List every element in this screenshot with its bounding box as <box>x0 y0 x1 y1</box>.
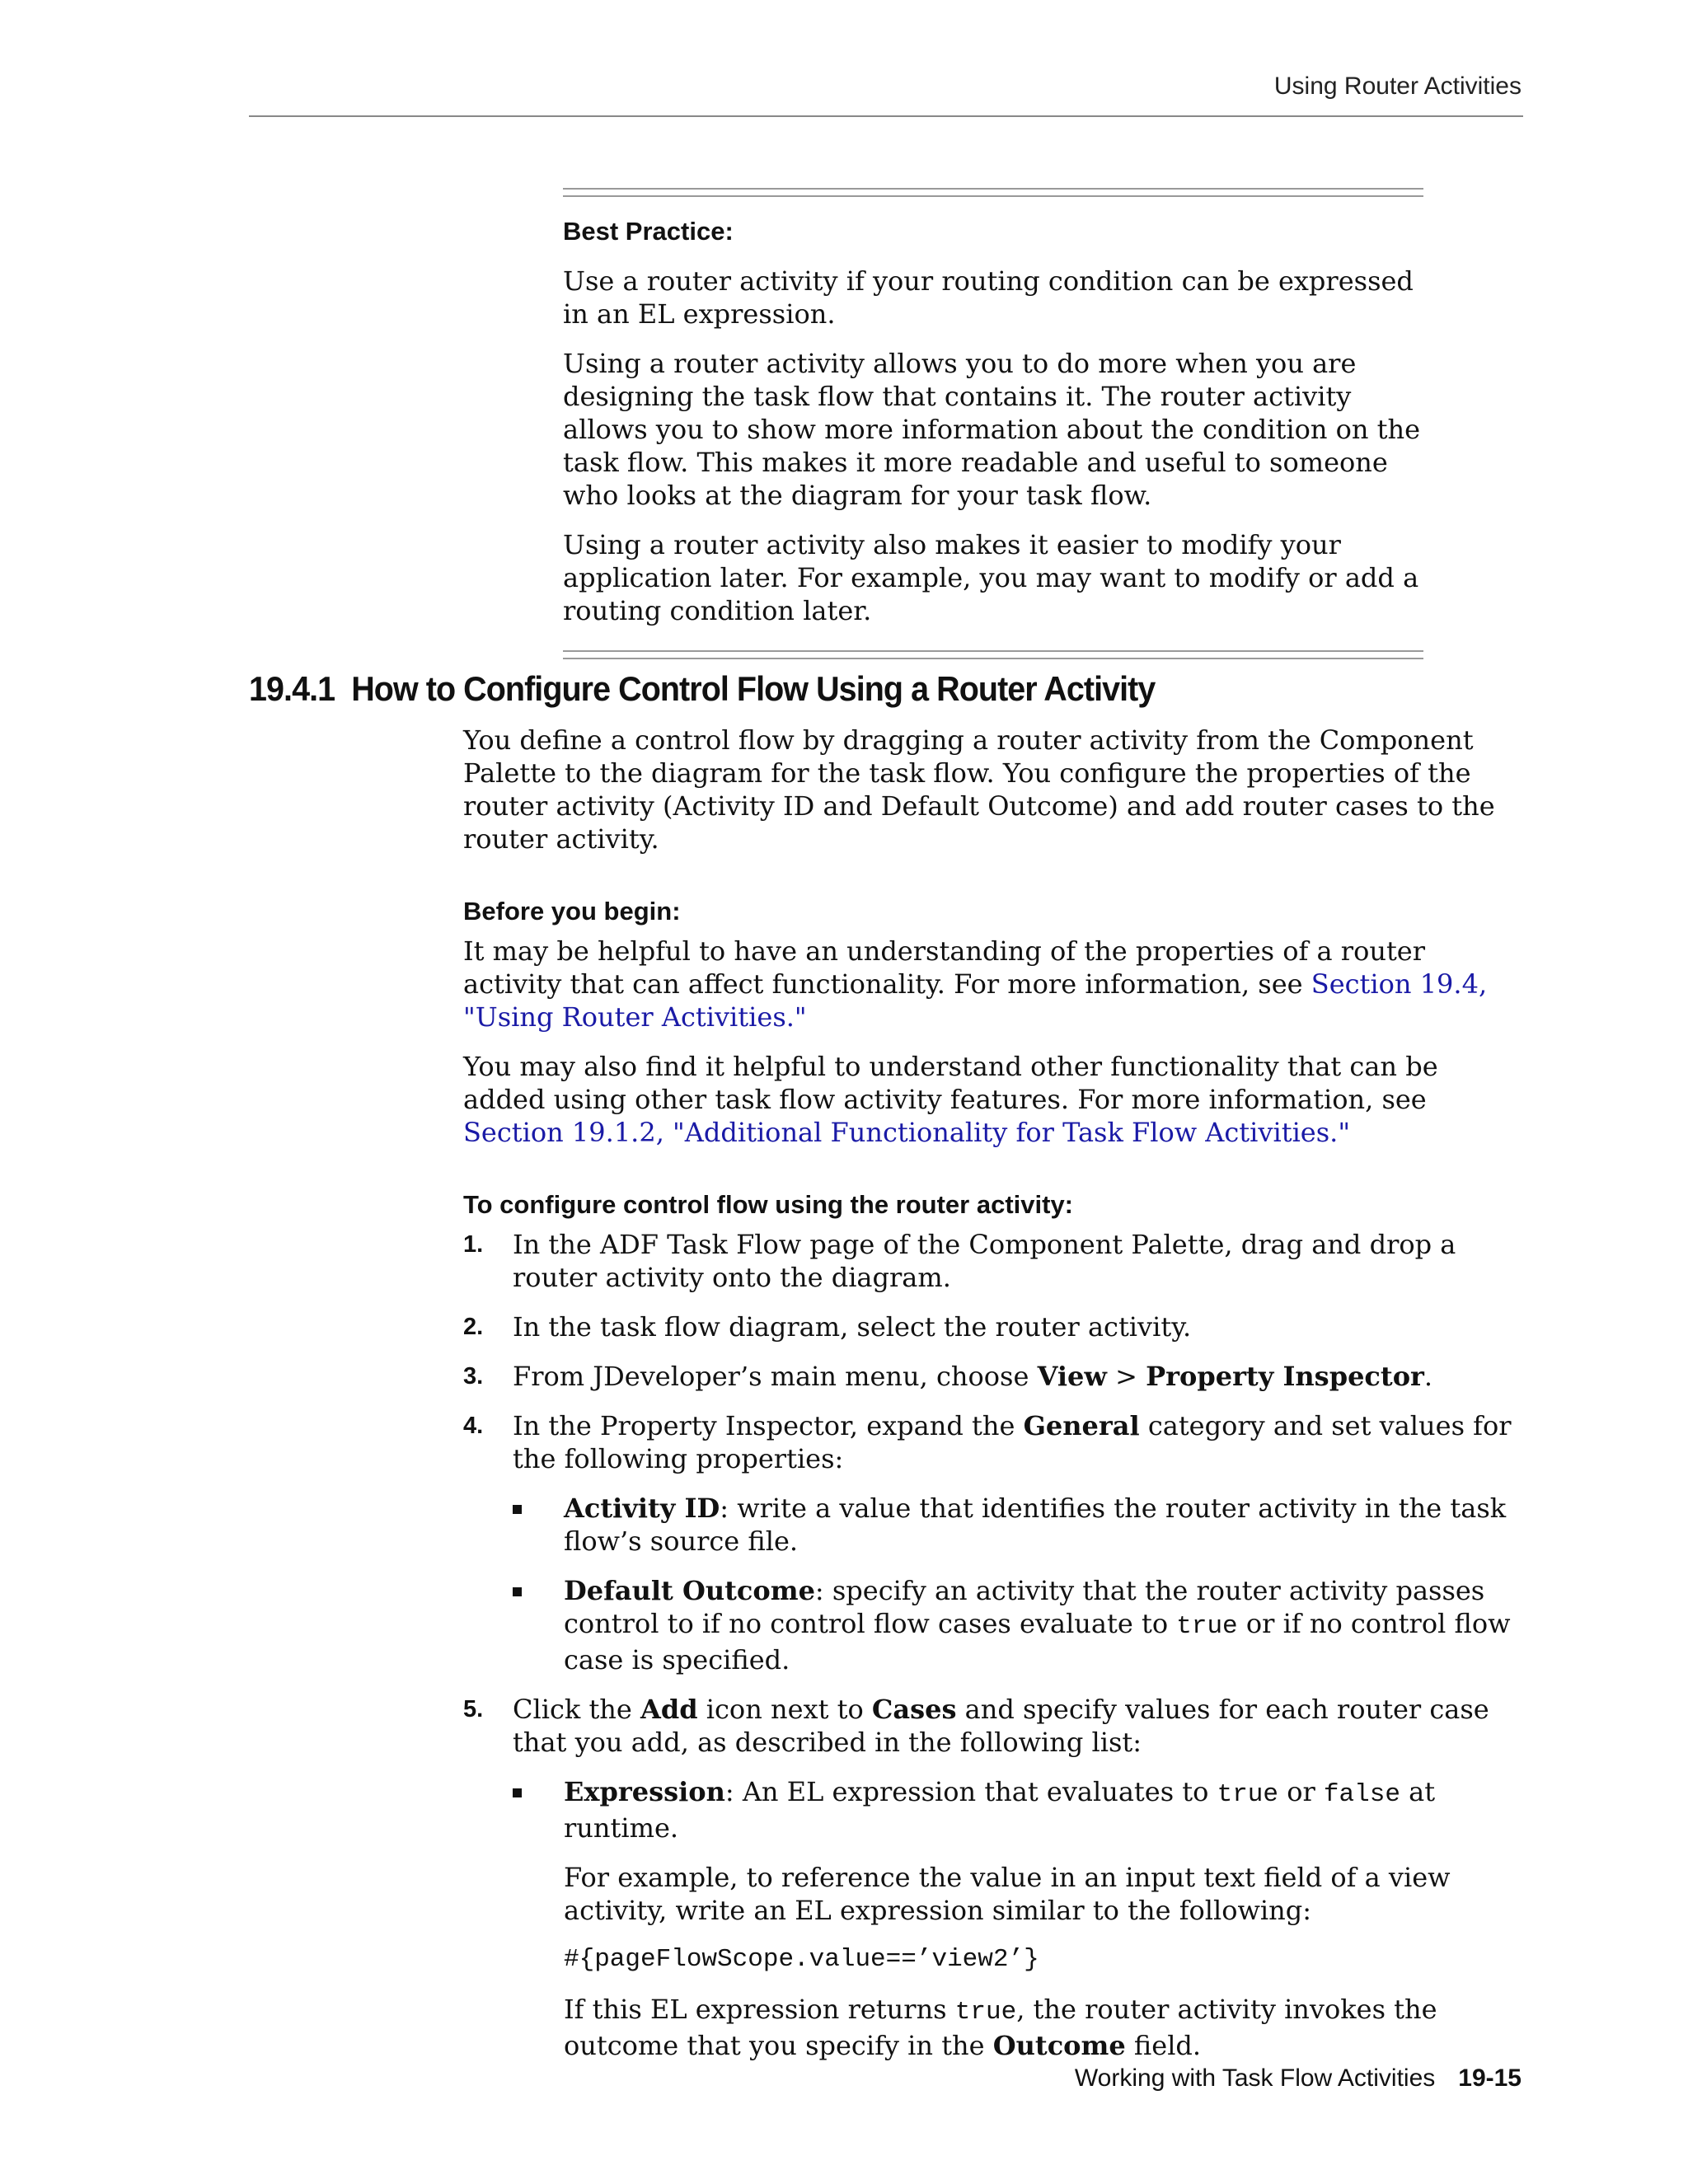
result-text-b: , the router activity invokes the outcome that you specify in the <box>564 1994 1437 2061</box>
best-practice-top-rule <box>563 188 1423 197</box>
code-true: true <box>954 1998 1017 2027</box>
property-activity-id <box>513 1492 1526 1558</box>
step-3-period: . <box>1423 1361 1433 1392</box>
step-5-text-e: and specify values for each router case that you add, as described in the following list: <box>513 1694 1489 1758</box>
step-4 <box>463 1409 1526 1676</box>
activity-id-text: : write a value that identifies the router activity in the task flow’s source file. <box>564 1493 1507 1557</box>
step-2 <box>463 1310 1526 1343</box>
result-text-c: field. <box>1125 2030 1202 2061</box>
running-footer <box>1075 2064 1522 2093</box>
section-intro: You define a control flow by dragging a router activity from the Component Palette to the diagram for the task flow. You configure the properties of the router activity (Activity ID and Default Outcome) and add router cases to the router activity. <box>463 724 1495 855</box>
expression-example-paragraph: For example, to reference the value in an input text field of a view activity, write an EL expression similar to the following: <box>564 1862 1451 1926</box>
expression-text-a: : An EL expression that evaluates to <box>724 1776 1217 1807</box>
property-default-outcome <box>513 1574 1526 1676</box>
before-paragraph-1-text: It may be helpful to have an understanding of the properties of a router activity that can affect functionality. For more information, see <box>463 935 1426 1000</box>
section-body <box>463 724 1526 2062</box>
best-practice-paragraph-1: Use a router activity if your routing condition can be expressed in an EL expression. <box>563 265 1414 330</box>
code-true: true <box>1176 1612 1238 1641</box>
section-heading <box>249 669 1155 709</box>
category-general: General <box>1023 1410 1140 1441</box>
best-practice-heading: Best Practice: <box>563 217 734 246</box>
step-3 <box>463 1360 1526 1393</box>
page-number: 19-15 <box>1458 2064 1522 2092</box>
step-2-text: In the task flow diagram, select the router activity. <box>513 1311 1192 1343</box>
step-5-text-c: icon next to <box>697 1694 872 1725</box>
header-rule <box>249 115 1523 117</box>
best-practice-bottom-rule <box>563 650 1423 659</box>
menu-property-inspector: Property Inspector <box>1146 1361 1424 1392</box>
bullet-square-icon <box>513 1587 522 1596</box>
step-5 <box>463 1693 1526 2062</box>
step-5-case-list <box>513 1775 1526 2062</box>
bullet-square-icon <box>513 1788 522 1797</box>
step-4-text-a: In the Property Inspector, expand the <box>513 1410 1024 1441</box>
step-1-text: In the ADF Task Flow page of the Component Palette, drag and drop a router activity onto the diagram. <box>513 1229 1456 1293</box>
step-3-number: 3. <box>463 1363 484 1390</box>
section-number: 19.4.1 <box>249 669 335 708</box>
code-false: false <box>1323 1780 1400 1809</box>
step-3-separator: > <box>1106 1361 1146 1392</box>
before-paragraph-2 <box>463 1050 1526 1149</box>
expression-result-paragraph <box>564 1993 1526 2062</box>
running-header: Using Router Activities <box>1273 73 1522 100</box>
add-term: Add <box>640 1694 698 1725</box>
activity-id-term: Activity ID <box>564 1493 720 1524</box>
step-1-number: 1. <box>463 1231 484 1258</box>
cases-term: Cases <box>871 1694 957 1725</box>
expression-term: Expression <box>564 1776 725 1807</box>
best-practice-box <box>563 188 1423 659</box>
best-practice-paragraph-2: Using a router activity allows you to do more when you are designing the task flow that contains it. The router activity allows you to show more information about the condition on the task flow. This makes it more readable and useful to someone who looks at the diagram for your task flow. <box>563 348 1421 511</box>
step-5-text-a: Click the <box>513 1694 641 1725</box>
link-section-19-1-2[interactable]: Section 19.1.2, "Additional Functionality for Task Flow Activities." <box>463 1117 1351 1148</box>
procedure-steps <box>463 1228 1526 2062</box>
code-true: true <box>1217 1780 1279 1809</box>
case-expression <box>513 1775 1526 2062</box>
result-text-a: If this EL expression returns <box>564 1994 955 2025</box>
menu-view: View <box>1037 1361 1107 1392</box>
outcome-term: Outcome <box>992 2030 1126 2061</box>
footer-title: Working with Task Flow Activities <box>1074 2064 1436 2092</box>
expression-text-c: at runtime. <box>564 1776 1436 1844</box>
before-you-begin-heading: Before you begin: <box>463 897 681 926</box>
step-2-number: 2. <box>463 1314 484 1340</box>
procedure-heading: To configure control flow using the router activity: <box>463 1190 1074 1219</box>
default-outcome-term: Default Outcome <box>564 1575 815 1606</box>
bullet-square-icon <box>513 1505 522 1514</box>
el-expression-code: #{pageFlowScope.value==’view2’} <box>564 1945 1039 1974</box>
step-3-text-a: From JDeveloper’s main menu, choose <box>513 1361 1038 1392</box>
link-section-19-4[interactable]: Section 19.4, "Using Router Activities." <box>463 968 1488 1033</box>
before-paragraph-2-text: You may also find it helpful to understand other functionality that can be added using other task flow activity features. For more information, see <box>463 1051 1438 1115</box>
section-title: How to Configure Control Flow Using a Router Activity <box>351 669 1156 708</box>
step-4-text-c: category and set values for the following properties: <box>513 1410 1512 1474</box>
expression-text-b: or <box>1278 1776 1324 1807</box>
default-outcome-text-a: : specify an activity that the router activity passes control to if no control flow cases evaluate to <box>564 1575 1485 1639</box>
step-1 <box>463 1228 1526 1294</box>
step-4-properties-list <box>513 1492 1526 1676</box>
before-paragraph-1 <box>463 935 1526 1033</box>
default-outcome-text-b: or if no control flow case is specified. <box>564 1608 1511 1675</box>
step-4-number: 4. <box>463 1413 484 1439</box>
step-5-number: 5. <box>463 1696 484 1722</box>
best-practice-paragraph-3: Using a router activity also makes it easier to modify your application later. For example, you may want to modify or add a routing condition later. <box>563 529 1419 626</box>
